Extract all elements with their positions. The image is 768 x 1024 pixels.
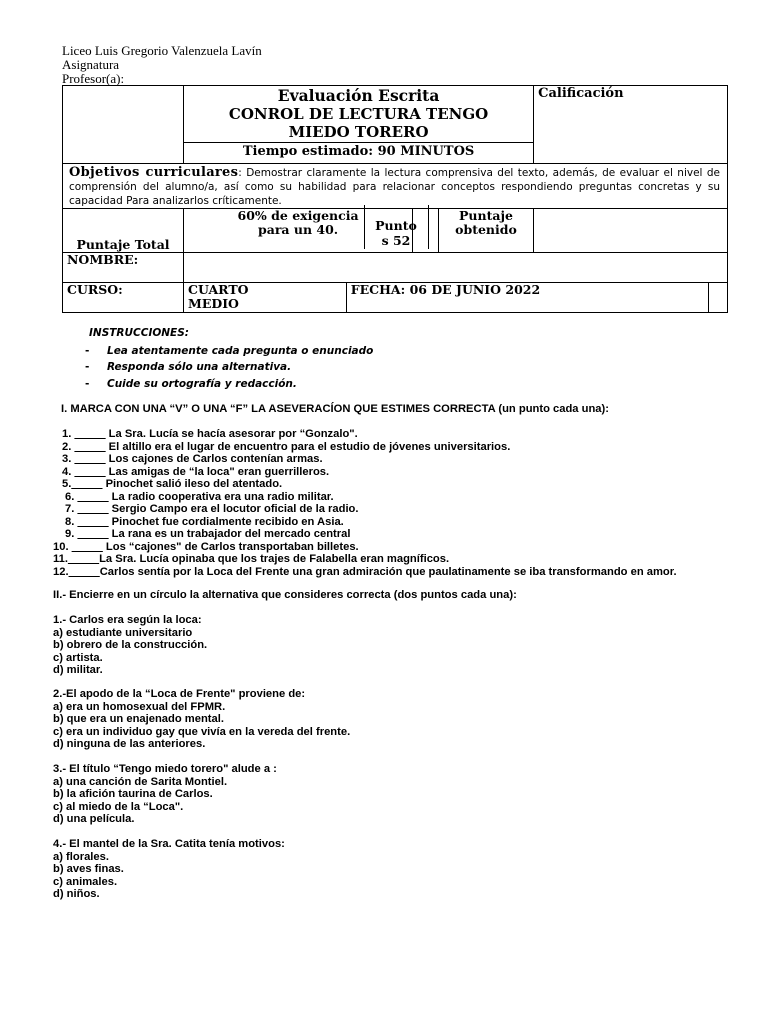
- item-text: El altillo era el lugar de encuentro para el estudio de jóvenes universitarios.: [105, 440, 511, 453]
- question-text: 2.-El apodo de la “Loca de Frente" proviene de:: [53, 688, 306, 700]
- item-text: Carlos sentía por la Loca del Frente una gran admiración que paulatinamente se iba transformando en amor.: [99, 565, 677, 578]
- mc-question: [53, 614, 207, 677]
- title-line-3: MIEDO TORERO: [288, 123, 429, 141]
- instruction-text: Lea atentamente cada pregunta o enunciado: [107, 345, 374, 357]
- option-b[interactable]: b) que era un enajenado mental.: [53, 713, 224, 725]
- option-a[interactable]: a) era un homosexual del FPMR.: [53, 700, 226, 713]
- answer-blank[interactable]: _____: [74, 428, 106, 440]
- course-label: CURSO:: [63, 283, 184, 313]
- section-2-title: II.- Encierre en un círculo la alternativa que consideres correcta (dos puntos cada una):: [53, 589, 517, 601]
- tf-item: [52, 491, 677, 504]
- answer-blank[interactable]: _____: [77, 503, 109, 515]
- option-a[interactable]: a) florales.: [53, 850, 109, 863]
- item-number: 4.: [62, 465, 72, 478]
- item-number: 9.: [65, 528, 75, 540]
- logo-cell: [63, 86, 184, 164]
- option-b[interactable]: b) aves finas.: [53, 863, 124, 875]
- item-text: Las amigas de “la loca" eran guerrilleros.: [105, 465, 330, 478]
- requirement-line-2: para un 40.: [258, 222, 339, 237]
- item-number: 12.: [53, 565, 69, 578]
- school-name: Liceo Luis Gregorio Valenzuela Lavín: [62, 43, 262, 58]
- tf-item: [52, 516, 677, 529]
- exam-header-table: [62, 85, 728, 313]
- title-line-2: CONROL DE LECTURA TENGO: [228, 105, 489, 123]
- option-c[interactable]: c) artista.: [53, 651, 103, 664]
- name-label: NOMBRE:: [63, 253, 184, 283]
- course-row: [63, 283, 728, 313]
- date-extra-cell: [708, 283, 727, 313]
- obtained-score-input[interactable]: [534, 209, 728, 253]
- answer-blank[interactable]: _____: [77, 528, 109, 540]
- dash-bullet-icon: -: [85, 361, 90, 374]
- instruction-item: [85, 376, 373, 392]
- objectives-text: : Demostrar claramente la lectura comprensiva del texto, además, de evaluar el nivel de comprensión del alumno/a, así como su habilidad para relacionar conceptos respondiendo preguntas concretas y su capacidad Para analizarlos críticamente.: [69, 167, 720, 207]
- grade-label: Calificación: [538, 86, 624, 101]
- title-row: [63, 86, 728, 164]
- option-b[interactable]: b) obrero de la construcción.: [53, 639, 208, 651]
- dash-bullet-icon: -: [85, 345, 90, 357]
- tf-item: [52, 528, 677, 541]
- question-text: 3.- El título “Tengo miedo torero" alude a :: [53, 763, 277, 775]
- answer-blank[interactable]: _____: [74, 465, 106, 478]
- tf-item: [52, 541, 677, 554]
- instruction-item: [85, 343, 374, 359]
- answer-blank[interactable]: _____: [71, 478, 103, 490]
- tf-item: [52, 453, 677, 466]
- item-number: 7.: [65, 503, 75, 515]
- item-number: 6.: [65, 490, 75, 503]
- option-b[interactable]: b) la afición taurina de Carlos.: [53, 788, 213, 800]
- course-value: [184, 283, 347, 313]
- mc-question: [53, 688, 350, 751]
- estimated-time: Tiempo estimado: 90 MINUTOS: [242, 144, 475, 159]
- mc-question: [53, 763, 277, 826]
- answer-blank[interactable]: _____: [77, 490, 109, 503]
- tf-item: [52, 441, 677, 454]
- points-label: [365, 206, 427, 248]
- answer-blank[interactable]: _____: [68, 565, 100, 578]
- option-d[interactable]: d) ninguna de las anteriores.: [53, 738, 206, 750]
- option-a[interactable]: a) estudiante universitario: [53, 626, 193, 639]
- exam-date: FECHA: 06 DE JUNIO 2022: [350, 282, 541, 297]
- section-1-title: I. MARCA CON UNA “V” O UNA “F” LA ASEVERACÍON QUE ESTIMES CORRECTA (un punto cada una):: [61, 403, 609, 415]
- obtained-label-cell: [438, 209, 533, 253]
- date-cell: [346, 283, 708, 313]
- question-text: 4.- El mantel de la Sra. Catita tenía motivos:: [53, 838, 285, 850]
- course-value-line-1: CUARTO: [188, 282, 249, 297]
- option-d[interactable]: d) niños.: [53, 888, 100, 900]
- points-line-2: s 52: [381, 233, 411, 248]
- points-right-divider: [428, 205, 429, 249]
- dash-bullet-icon: -: [85, 377, 90, 390]
- item-number: 3.: [62, 453, 72, 465]
- item-text: Los cajones de Carlos contenían armas.: [105, 453, 323, 465]
- grade-cell: [534, 86, 728, 164]
- title-cell: [184, 86, 534, 164]
- points-line-1: Punto: [375, 218, 417, 233]
- obtained-line-1: Puntaje: [459, 208, 513, 223]
- answer-blank[interactable]: _____: [74, 453, 106, 465]
- name-row: [63, 253, 728, 283]
- total-score-label: Puntaje Total: [76, 237, 170, 252]
- question-text: 1.- Carlos era según la loca:: [53, 614, 202, 626]
- requirement-line-1: 60% de exigencia: [237, 208, 359, 223]
- objectives-row: [63, 164, 728, 209]
- instructions: [85, 326, 374, 392]
- instruction-item: [85, 359, 373, 375]
- item-number: 10.: [53, 540, 69, 553]
- option-d[interactable]: d) militar.: [53, 664, 103, 676]
- tf-item: [52, 553, 677, 566]
- tf-item: [52, 566, 677, 579]
- tf-item: [52, 478, 677, 491]
- option-d[interactable]: d) una película.: [53, 813, 135, 825]
- answer-blank[interactable]: _____: [74, 440, 106, 453]
- subject-label: Asignatura: [62, 57, 120, 72]
- teacher-label: Profesor(a):: [62, 71, 125, 86]
- title-line-1: Evaluación Escrita: [277, 86, 440, 105]
- document-header: [62, 44, 262, 86]
- course-value-line-2: MEDIO: [188, 296, 239, 311]
- item-text: La Sra. Lucía opinaba que los trajes de Falabella eran magníficos.: [99, 553, 450, 565]
- name-input[interactable]: [184, 253, 728, 283]
- option-c[interactable]: c) al miedo de la “Loca".: [53, 800, 184, 813]
- mc-question: [53, 838, 285, 901]
- instruction-text: Responda sólo una alternativa.: [107, 361, 292, 374]
- obtained-line-2: obtenido: [455, 222, 517, 237]
- objectives-cell: [63, 164, 728, 209]
- item-text: La radio cooperativa era una radio militar.: [108, 490, 334, 503]
- item-number: 8.: [65, 515, 75, 528]
- total-score-cell: [63, 209, 184, 253]
- item-number: 11.: [53, 553, 68, 565]
- item-number: 5.: [62, 478, 72, 490]
- points-left-divider: [364, 205, 365, 249]
- tf-item: [52, 428, 677, 441]
- item-text: Los “cajones" de Carlos transportaban billetes.: [102, 540, 359, 553]
- answer-blank[interactable]: _____: [67, 553, 100, 565]
- instructions-title: INSTRUCCIONES:: [89, 327, 189, 339]
- answer-blank[interactable]: _____: [71, 540, 103, 553]
- item-text: La Sra. Lucía se hacía asesorar por “Gonzalo".: [105, 428, 358, 440]
- item-number: 1.: [62, 428, 72, 440]
- objectives-label: Objetivos curriculares: [69, 165, 239, 180]
- true-false-list: [52, 428, 677, 578]
- item-text: La rana es un trabajador del mercado central: [108, 528, 351, 540]
- exam-title: [184, 86, 533, 143]
- item-text: Pinochet fue cordialmente recibido en Asia.: [108, 515, 344, 528]
- instruction-text: Cuide su ortografía y redacción.: [107, 377, 297, 390]
- option-c[interactable]: c) era un individuo gay que vivía en la vereda del frente.: [53, 725, 351, 738]
- answer-blank[interactable]: _____: [77, 515, 109, 528]
- item-number: 2.: [62, 440, 72, 453]
- tf-item: [52, 503, 677, 516]
- option-c[interactable]: c) animales.: [53, 875, 118, 888]
- tf-item: [52, 466, 677, 479]
- option-a[interactable]: a) una canción de Sarita Montiel.: [53, 775, 228, 788]
- item-text: Pinochet salió ileso del atentado.: [102, 478, 283, 490]
- item-text: Sergio Campo era el locutor oficial de la radio.: [108, 503, 359, 515]
